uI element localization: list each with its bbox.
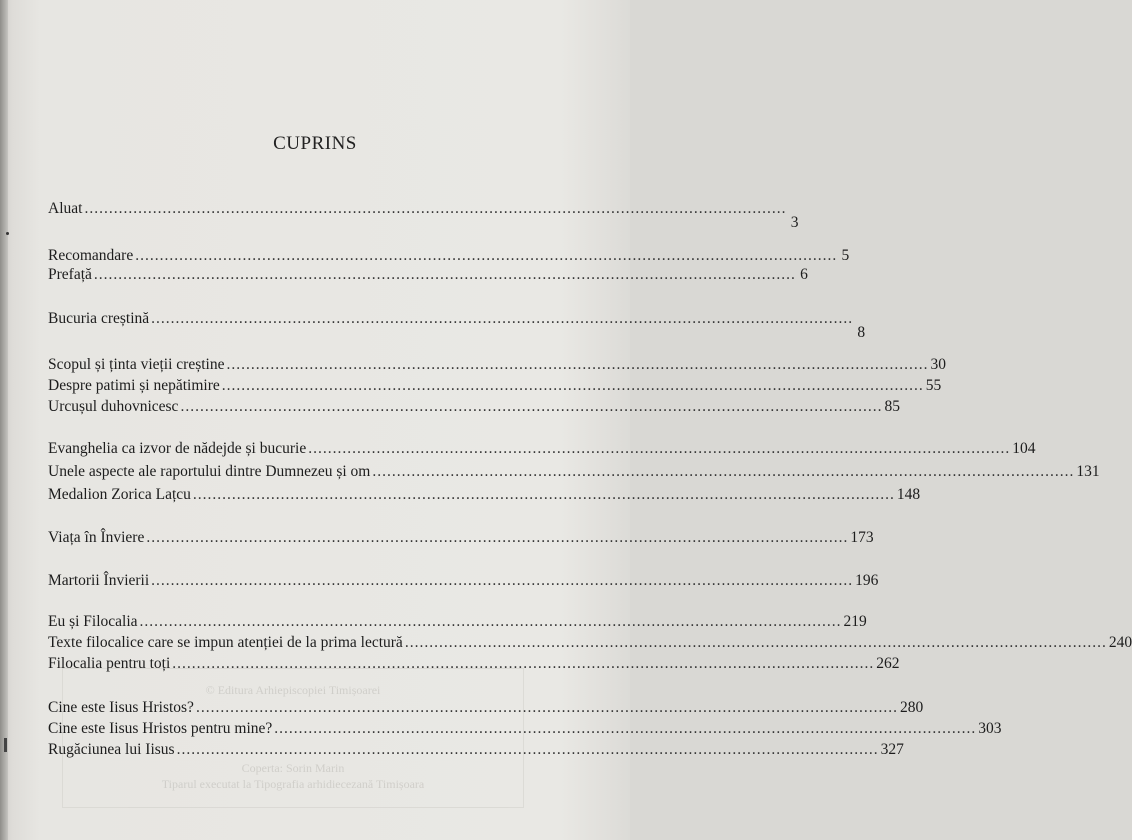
dot-leader: ................................................................................................................................................ <box>84 200 787 217</box>
dot-leader: ................................................................................................................................................ <box>180 398 883 415</box>
toc-entry <box>48 398 900 418</box>
toc-entry-page: 173 <box>850 529 874 546</box>
toc-entry <box>48 613 867 633</box>
toc-entry-page: 196 <box>855 572 879 589</box>
toc-entry-title: Scopul și ținta vieții creștine <box>48 356 225 373</box>
toc-entry-title: Filocalia pentru toți <box>48 655 171 672</box>
toc-entry <box>48 699 924 719</box>
dot-leader: ................................................................................................................................................ <box>195 699 898 716</box>
bleed-line: Coperta: Sorin Marin <box>241 761 345 775</box>
dot-leader: ................................................................................................................................................ <box>226 356 929 373</box>
dot-leader: ................................................................................................................................................ <box>274 720 977 737</box>
toc-entry <box>48 655 900 675</box>
toc-entry <box>48 741 904 761</box>
toc-entry-title: Texte filocalice care se impun atenției de la prima lectură <box>48 634 403 651</box>
dot-leader: ................................................................................................................................................ <box>192 486 895 503</box>
toc-entry-title: Prefață <box>48 266 92 283</box>
ink-dot <box>6 232 9 235</box>
toc-entry-page: 5 <box>841 247 850 264</box>
dot-leader: ................................................................................................................................................ <box>151 310 854 327</box>
toc-entry-page: 327 <box>880 741 904 758</box>
toc-entry-title: Cine este Iisus Hristos pentru mine? <box>48 720 273 737</box>
toc-entry-title: Evanghelia ca izvor de nădejde și bucurie <box>48 440 307 457</box>
toc-entry-title: Urcușul duhovnicesc <box>48 398 179 415</box>
toc-entry-page: 8 <box>857 324 866 341</box>
dot-leader: ................................................................................................................................................ <box>404 634 1107 651</box>
toc-entry <box>48 720 1002 740</box>
toc-entry <box>48 377 942 397</box>
dot-leader: ................................................................................................................................................ <box>172 655 875 672</box>
toc-entry-title: Unele aspecte ale raportului dintre Dumnezeu și om <box>48 463 371 480</box>
toc-entry <box>48 486 921 506</box>
toc-entry <box>48 310 866 341</box>
toc-entry <box>48 463 1100 483</box>
toc-entry-page: 104 <box>1012 440 1036 457</box>
toc-entry-page: 55 <box>925 377 942 394</box>
toc-entry <box>48 572 879 592</box>
toc-entry-page: 262 <box>876 655 900 672</box>
toc-entry-page: 219 <box>843 613 867 630</box>
toc-entry <box>48 356 946 376</box>
dot-leader: ................................................................................................................................................ <box>221 377 924 394</box>
toc-entry <box>48 529 874 549</box>
toc-entry <box>48 440 1036 460</box>
toc-entry-title: Aluat <box>48 200 83 217</box>
dot-leader: ................................................................................................................................................ <box>139 613 842 630</box>
toc-entry-title: Bucuria creștină <box>48 310 150 327</box>
dot-leader: ................................................................................................................................................ <box>176 741 879 758</box>
bleed-line: © Editura Arhiepiscopiei Timișoarei <box>205 683 381 697</box>
toc-entry-page: 303 <box>978 720 1002 737</box>
dot-leader: ................................................................................................................................................ <box>308 440 1011 457</box>
dot-leader: ................................................................................................................................................ <box>146 529 849 546</box>
toc-entry-title: Cine este Iisus Hristos? <box>48 699 194 716</box>
toc-entry <box>48 200 799 231</box>
toc-entry-title: Medalion Zorica Lațcu <box>48 486 191 503</box>
dot-leader: ................................................................................................................................................ <box>135 247 838 264</box>
bleed-line: Tiparul executat la Tipografia arhidiecezană Timișoara <box>161 777 425 791</box>
toc-entry-page: 3 <box>790 214 799 231</box>
toc-entry-page: 85 <box>884 398 900 415</box>
toc-entry-title: Despre patimi și nepătimire <box>48 377 220 394</box>
toc-entry <box>48 266 808 286</box>
ink-mark <box>4 738 7 752</box>
toc-entry-page: 148 <box>896 486 921 503</box>
toc-entry-page: 30 <box>930 356 946 373</box>
toc-entry-title: Viața în Înviere <box>48 529 145 546</box>
toc-entry <box>48 634 1132 654</box>
toc-entry-title: Eu și Filocalia <box>48 613 138 630</box>
toc-entry-page: 240 <box>1108 634 1132 651</box>
dot-leader: ................................................................................................................................................ <box>151 572 854 589</box>
toc-entry <box>48 247 850 267</box>
toc-entry-title: Martorii Învierii <box>48 572 150 589</box>
page-binding-edge <box>0 0 8 840</box>
toc-entry-page: 280 <box>899 699 924 716</box>
dot-leader: ................................................................................................................................................ <box>372 463 1075 480</box>
toc-entry-page: 131 <box>1076 463 1100 480</box>
toc-entry-page: 6 <box>800 266 808 283</box>
toc-entry-title: Rugăciunea lui Iisus <box>48 741 175 758</box>
page-title: CUPRINS <box>273 133 357 154</box>
dot-leader: ................................................................................................................................................ <box>93 266 796 283</box>
toc-entry-title: Recomandare <box>48 247 134 264</box>
